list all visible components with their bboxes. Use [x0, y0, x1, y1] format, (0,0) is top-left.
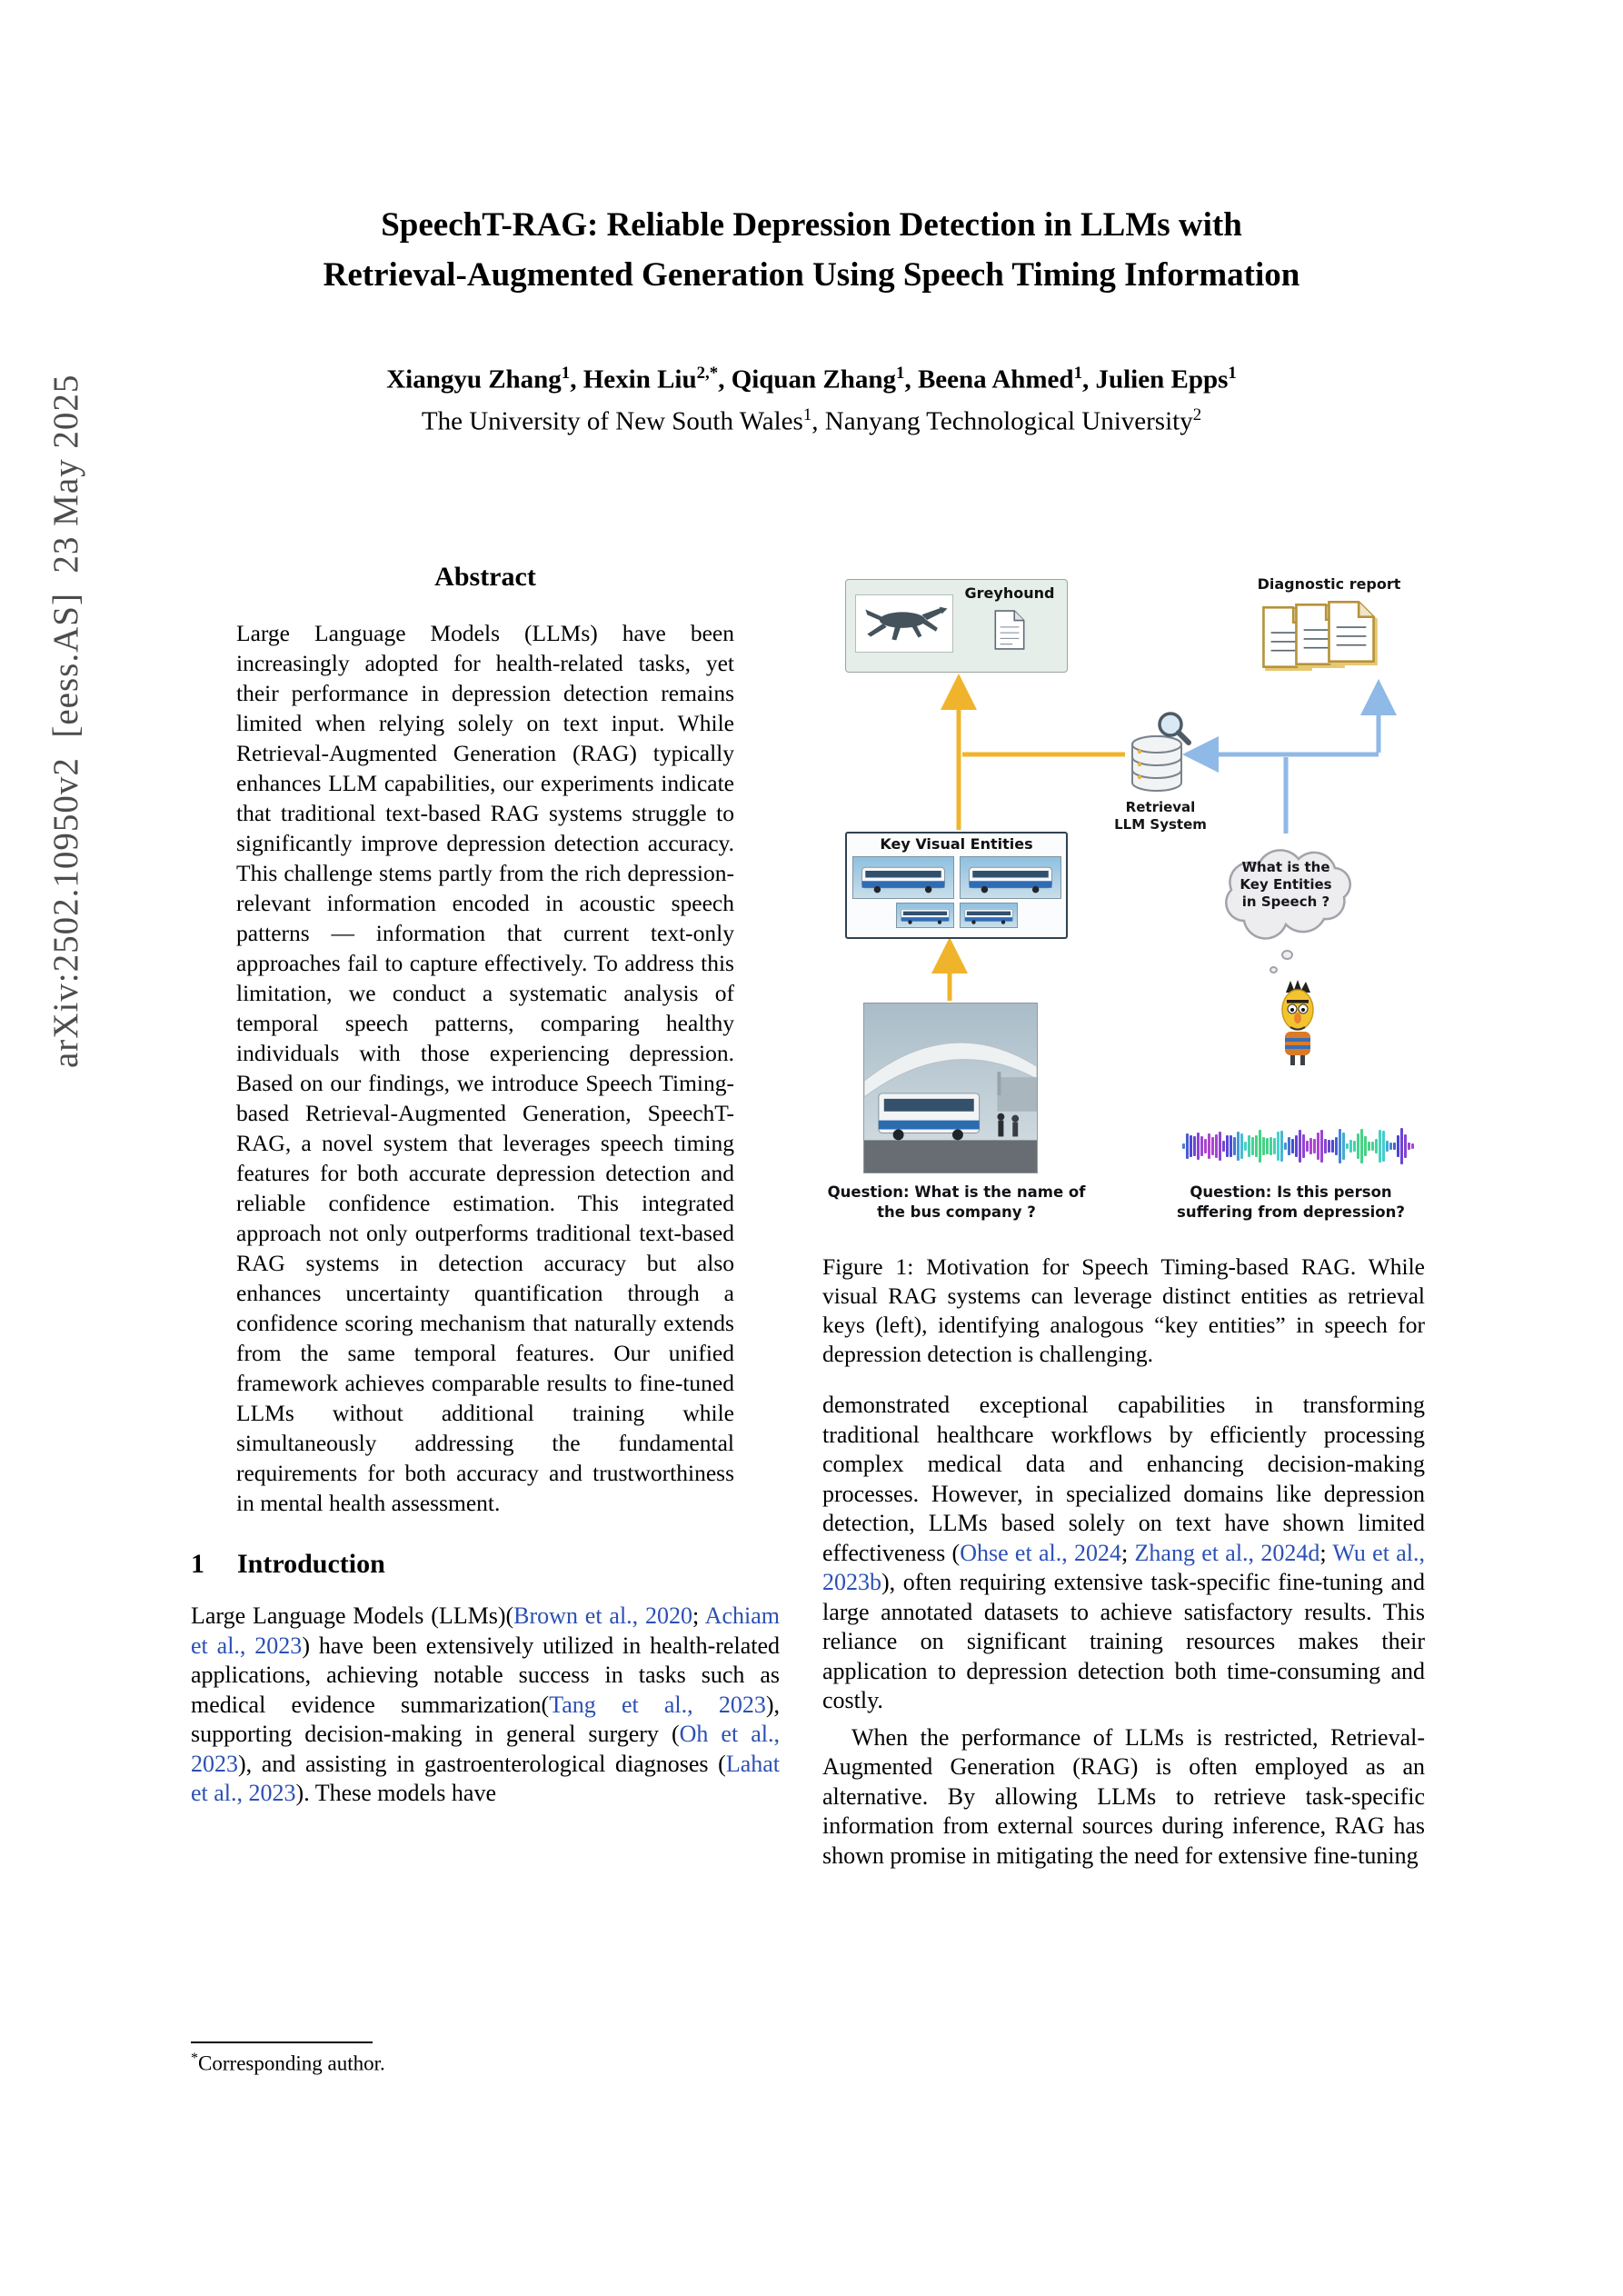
- report-document-icon: [1326, 599, 1377, 664]
- waveform-bar: [1382, 1131, 1385, 1163]
- waveform-bar: [1237, 1132, 1240, 1161]
- waveform-bar: [1346, 1143, 1349, 1149]
- waveform-bar: [1262, 1137, 1265, 1155]
- waveform-bar: [1215, 1134, 1218, 1158]
- citation-link[interactable]: Zhang et al., 2024d: [1134, 1539, 1320, 1566]
- waveform-bar: [1266, 1138, 1269, 1153]
- body-paragraph-1: demonstrated exceptional capabilities in transforming traditional healthcare workflows by efficiently processing complex medical data and enhancing decision-making processes. However, in specialized domains like depression detection, LLMs based solely on text have shown limited effectiveness (Ohse et al., 2024; Zhang et al., 2024d; Wu et al., 2023b), often requiring extensive task-specific fine-tuning and large annotated datasets to achieve satisfactory results. This reliance on significant training resources makes their application to depression detection both time-consuming and costly.: [822, 1392, 1425, 1713]
- waveform-bar: [1360, 1129, 1363, 1164]
- footnote-marker: *: [191, 2051, 199, 2066]
- waveform-bar: [1190, 1135, 1192, 1158]
- waveform-bar: [1280, 1131, 1283, 1161]
- waveform-bar: [1364, 1136, 1367, 1155]
- section-title: Introduction: [237, 1549, 385, 1579]
- thought-bubble: [1211, 834, 1360, 948]
- bus-image: [960, 856, 1061, 899]
- retrieval-database-icon: [1125, 710, 1194, 797]
- waveform-bar: [1353, 1141, 1356, 1152]
- waveform-bar: [1291, 1139, 1294, 1154]
- thought-dot: [1270, 966, 1278, 973]
- waveform-bar: [1328, 1140, 1330, 1153]
- waveform-bar: [1331, 1140, 1334, 1152]
- waveform-bar: [1324, 1139, 1327, 1153]
- abstract-text: Large Language Models (LLMs) have been increasingly adopted for health-related tasks, yet their performance in depression detection remains limited when relying solely on text input. While Retrieval-Augmented Generation (RAG) typically enhances LLM capabilities, our experiments indicate that traditional text-based RAG systems struggle to significantly improve depression detection accuracy. This challenge stems partly from the rich depression-relevant information encoded in acoustic speech patterns — information that current text-only approaches fail to capture effectively. To address this limitation, we conduct a systematic analysis of temporal speech patterns, comparing healthy individuals with those experiencing depression. Based on our findings, we introduce Speech Timing-based Retrieval-Augmented Generation, SpeechT-RAG, a novel system that leverages speech timing features for both accurate depression detection and reliable confidence estimation. This integrated approach not only outperforms traditional text-based RAG systems in detection accuracy but also enhances uncertainty quantification through a confidence scoring mechanism that naturally extends from the same temporal features. Our unified framework achieves comparable results to fine-tuned LLMs without additional training while simultaneously addressing the fundamental requirements for both accuracy and trustworthiness in mental health assessment.: [236, 620, 734, 1516]
- waveform-bar: [1230, 1135, 1232, 1156]
- waveform-bar: [1404, 1134, 1407, 1158]
- waveform-bar: [1393, 1143, 1396, 1150]
- waveform-bar: [1208, 1133, 1210, 1159]
- waveform-bar: [1320, 1130, 1323, 1163]
- waveform-bar: [1244, 1142, 1247, 1151]
- waveform-bar: [1302, 1134, 1305, 1158]
- waveform-bar: [1240, 1133, 1243, 1159]
- waveform-bar: [1270, 1137, 1272, 1156]
- authors-line: Xiangyu Zhang$^1$, Hexin Liu$^{2,*}$, Qiquan Zhang$^1$, Beena Ahmed$^1$, Julien Epps$^1$: [386, 364, 1237, 394]
- waveform-bar: [1389, 1143, 1392, 1151]
- waveform-bar: [1204, 1139, 1207, 1154]
- waveform-bar: [1371, 1142, 1374, 1151]
- body-paragraph-2: When the performance of LLMs is restricted, Retrieval-Augmented Generation (RAG) is often employed as an alternative. By allowing LLMs to retrieve task-specific information from external sources during inference, RAG has shown promise in mitigating the need for extensive fine-tuning: [822, 1723, 1425, 1869]
- waveform-bar: [1251, 1137, 1254, 1154]
- left-column: [191, 562, 780, 1809]
- footnote: [191, 2041, 780, 2076]
- waveform-bar: [1339, 1129, 1341, 1163]
- waveform-bar: [1299, 1130, 1301, 1163]
- waveform-bar: [1400, 1128, 1403, 1164]
- waveform-bar: [1259, 1130, 1261, 1162]
- waveform-bar: [1273, 1138, 1276, 1155]
- person-character: [1271, 979, 1324, 1066]
- waveform-bar: [1226, 1135, 1229, 1156]
- section-number: 1: [191, 1549, 204, 1579]
- arxiv-watermark: arXiv:2502.10950v2 [eess.AS] 23 May 2025: [46, 374, 85, 1068]
- waveform-bar: [1342, 1133, 1345, 1161]
- waveform-bar: [1222, 1141, 1225, 1153]
- waveform-bar: [1408, 1143, 1410, 1149]
- question-right: Question: Is this person suffering from depression?: [1177, 1183, 1405, 1221]
- thought-dot: [1281, 950, 1293, 960]
- waveform-bar: [1211, 1137, 1214, 1156]
- waveform-bar: [1335, 1137, 1338, 1155]
- citation-link[interactable]: Tang et al., 2023: [549, 1691, 766, 1718]
- footnote-text: Corresponding author.: [198, 2051, 385, 2075]
- bus-station-photo: [863, 1003, 1038, 1173]
- waveform-bar: [1357, 1133, 1359, 1159]
- document-icon: [993, 609, 1026, 651]
- diagnostic-report-label: Diagnostic report: [1257, 575, 1401, 593]
- bus-image: [852, 856, 954, 899]
- figure-1: [822, 568, 1425, 1236]
- waveform-bar: [1197, 1133, 1200, 1160]
- waveform-bar: [1306, 1141, 1309, 1152]
- section-heading-introduction: [191, 1549, 780, 1580]
- citation-link[interactable]: Lahat et al., 2023: [191, 1750, 780, 1806]
- waveform-bar: [1379, 1130, 1381, 1163]
- waveform-bar: [1317, 1133, 1319, 1161]
- affiliations-line: The University of New South Wales$^1$, Nanyang Technological University$^2$: [421, 405, 1202, 436]
- greyhound-card: [845, 579, 1068, 673]
- key-visual-entities-box: [845, 832, 1068, 939]
- thought-text: What is the Key Entities in Speech ?: [1240, 859, 1332, 910]
- waveform-bar: [1200, 1136, 1203, 1157]
- diagnostic-report-stack: [1260, 599, 1406, 679]
- waveform-bar: [1288, 1137, 1290, 1155]
- greyhound-dog-icon: [856, 595, 952, 652]
- waveform-bar: [1397, 1135, 1399, 1157]
- citation-link[interactable]: Achiam et al., 2023: [191, 1602, 780, 1659]
- waveform-bar: [1233, 1137, 1236, 1155]
- citation-link[interactable]: Oh et al., 2023: [191, 1721, 780, 1777]
- paper-title: SpeechT-RAG: Reliable Depression Detection in LLMs with Retrieval-Augmented Generation Using Speech Timing Information: [323, 206, 1300, 294]
- waveform-bar: [1313, 1139, 1316, 1153]
- waveform-bar: [1219, 1132, 1221, 1161]
- waveform-bar: [1368, 1142, 1370, 1151]
- waveform-bar: [1375, 1139, 1378, 1153]
- citation-link[interactable]: Brown et al., 2020: [513, 1602, 693, 1629]
- waveform-bar: [1284, 1143, 1287, 1151]
- citation-link[interactable]: Ohse et al., 2024: [960, 1539, 1122, 1566]
- waveform-bar: [1386, 1141, 1389, 1152]
- waveform-bar: [1309, 1138, 1312, 1153]
- retrieval-system-label: Retrieval LLM System: [1114, 799, 1207, 833]
- waveform-bar: [1193, 1136, 1196, 1155]
- key-visual-entities-title: Key Visual Entities: [880, 835, 1033, 853]
- waveform-bar: [1349, 1140, 1352, 1152]
- waveform-bar: [1186, 1133, 1189, 1159]
- intro-paragraph: Large Language Models (LLMs)(Brown et al., 2020; Achiam et al., 2023) have been extensively utilized in health-related applications, achieving notable success in tasks such as medical evidence summarization(Tang et al., 2023), supporting decision-making in general surgery (Oh et al., 2023), and assisting in gastroenterological diagnoses (Lahat et al., 2023). These models have: [191, 1602, 780, 1806]
- right-column: [822, 568, 1425, 1871]
- waveform-bar: [1255, 1135, 1258, 1158]
- figure-caption: Figure 1: Motivation for Speech Timing-based RAG. While visual RAG systems can leverage distinct entities as retrieval keys (left), identifying analogous “key entities” in speech for depression detection is challenging.: [822, 1253, 1425, 1367]
- abstract-heading: Abstract: [434, 562, 536, 592]
- waveform-bar: [1248, 1135, 1250, 1157]
- waveform-bar: [1295, 1135, 1298, 1156]
- greyhound-logo: [855, 594, 953, 653]
- citation-link[interactable]: Wu et al., 2023b: [822, 1539, 1425, 1595]
- bus-image: [960, 903, 1018, 928]
- greyhound-label: Greyhound: [964, 584, 1055, 602]
- question-left: Question: What is the name of the bus company ?: [827, 1183, 1086, 1221]
- speech-waveform: [1179, 1124, 1417, 1168]
- waveform-bar: [1411, 1143, 1414, 1149]
- waveform-bar: [1277, 1132, 1279, 1161]
- waveform-bar: [1182, 1143, 1185, 1149]
- footnote-rule: [191, 2041, 373, 2043]
- bus-image: [896, 903, 954, 928]
